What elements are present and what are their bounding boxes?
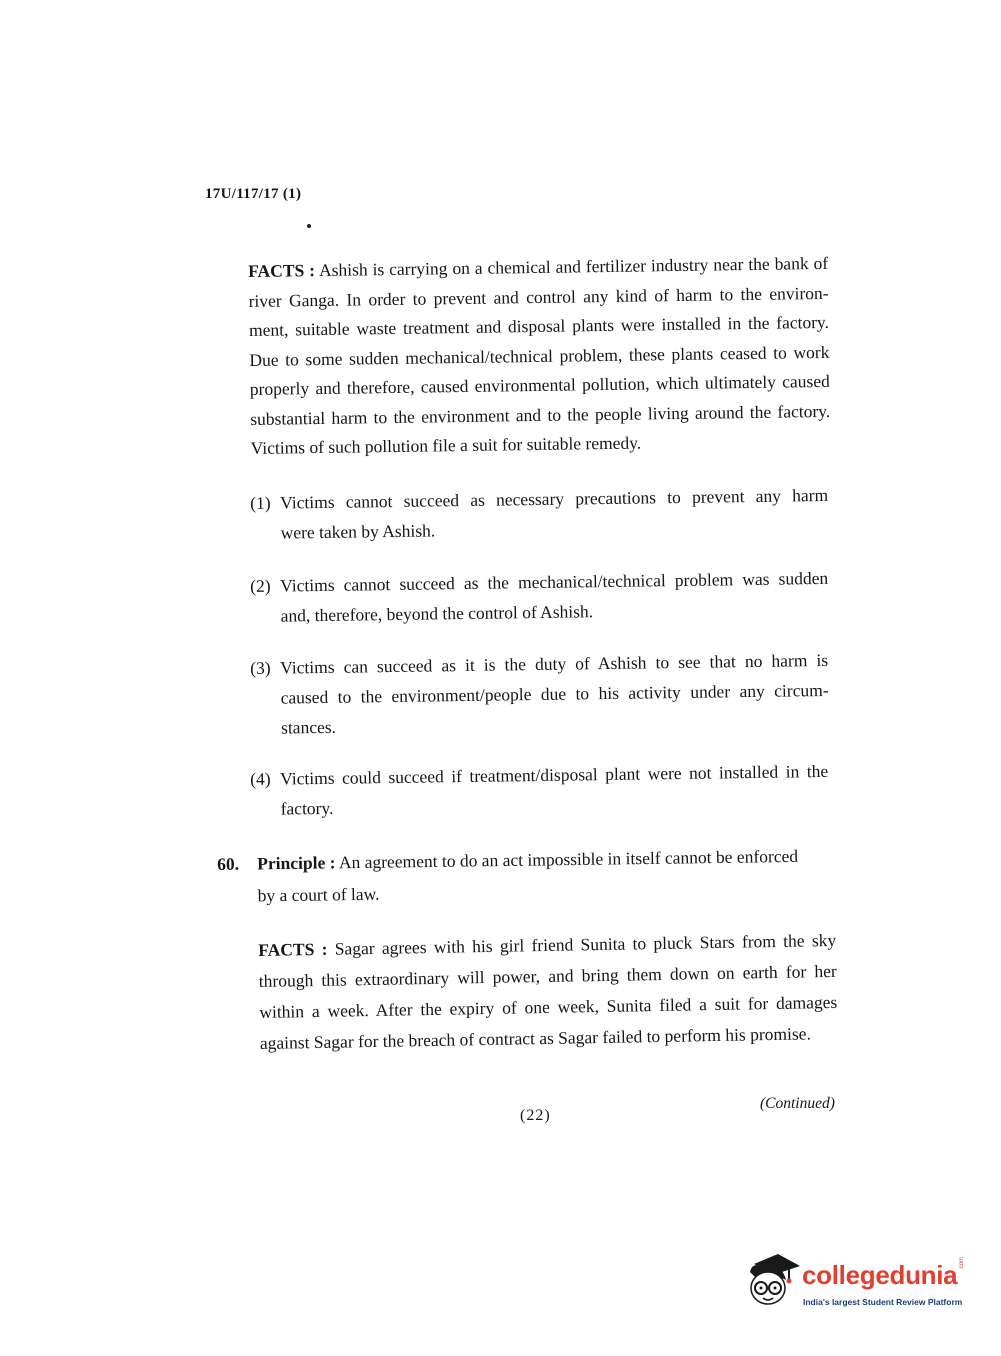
- option-text-rest: were taken by Ashish.: [280, 520, 436, 543]
- option-number: (1): [250, 492, 271, 513]
- facts-paragraph-2: [258, 925, 838, 1059]
- option-text-line1: Victims can succeed as it is the duty of Ashish to see that no harm is: [280, 649, 829, 678]
- facts-text: Ashish is carrying on a chemical and fertilizer industry near the bank of river Ganga. In order to prevent and control any kind of harm to the environ- ment, suitable waste treatment and disposal plants were installed in the factory. Due to some sudden mechanical/technical problem, these plants ceased to work properly and therefore, caused environmental pollution, which ultimately caused substantial harm to the environment and to the people living around the factory. Victims of such pollution file a suit for suitable remedy.: [248, 252, 831, 458]
- facts-paragraph-1: [248, 249, 831, 464]
- logo-com-suffix: .com: [959, 1256, 965, 1270]
- logo-tagline: India's largest Student Review Platform: [803, 1297, 963, 1307]
- option-text-rest: caused to the environment/people due to his activity under any circum- stances.: [280, 679, 829, 738]
- facts-label: FACTS :: [258, 938, 328, 960]
- option-2: [250, 563, 829, 631]
- mascot-icon: [742, 1250, 800, 1308]
- paper-code: 17U/117/17 (1): [205, 186, 302, 202]
- option-4: [250, 756, 829, 824]
- continued-label: (Continued): [760, 1095, 835, 1112]
- stray-mark: [307, 224, 311, 228]
- principle-text-line1: An agreement to do an act impossible in itself cannot be enforced: [335, 845, 799, 873]
- option-text-line1: Victims cannot succeed as the mechanical/technical problem was sudden: [280, 567, 829, 596]
- option-text-line1: Victims cannot succeed as necessary precautions to prevent any harm: [280, 484, 829, 513]
- option-text-rest: factory.: [280, 797, 334, 819]
- page-number: (22): [520, 1107, 551, 1124]
- option-number: (2): [250, 575, 271, 596]
- principle-label: Principle :: [257, 852, 336, 874]
- option-text-rest: and, therefore, beyond the control of Ashish.: [280, 601, 594, 626]
- collegedunia-logo: [742, 1248, 972, 1318]
- facts-label: FACTS :: [248, 260, 316, 281]
- question-60: [217, 839, 833, 912]
- question-number: 60.: [217, 853, 240, 874]
- option-1: [250, 480, 829, 548]
- facts-text: Sagar agrees with his girl friend Sunita to pluck Stars from the sky through this extraordinary will power, and bring them down on earth for her within a week. After the expiry of one week, Sunita filed a suit for damages against Sagar for the breach of contract as Sagar failed to perform his promise.: [258, 929, 838, 1053]
- option-3: [250, 645, 829, 743]
- option-number: (4): [250, 768, 271, 789]
- option-text-line1: Victims could succeed if treatment/disposal plant were not installed in the: [280, 760, 829, 789]
- option-number: (3): [250, 657, 271, 678]
- logo-wordmark: collegedunia: [802, 1260, 958, 1290]
- principle-text-line2: by a court of law.: [257, 883, 380, 906]
